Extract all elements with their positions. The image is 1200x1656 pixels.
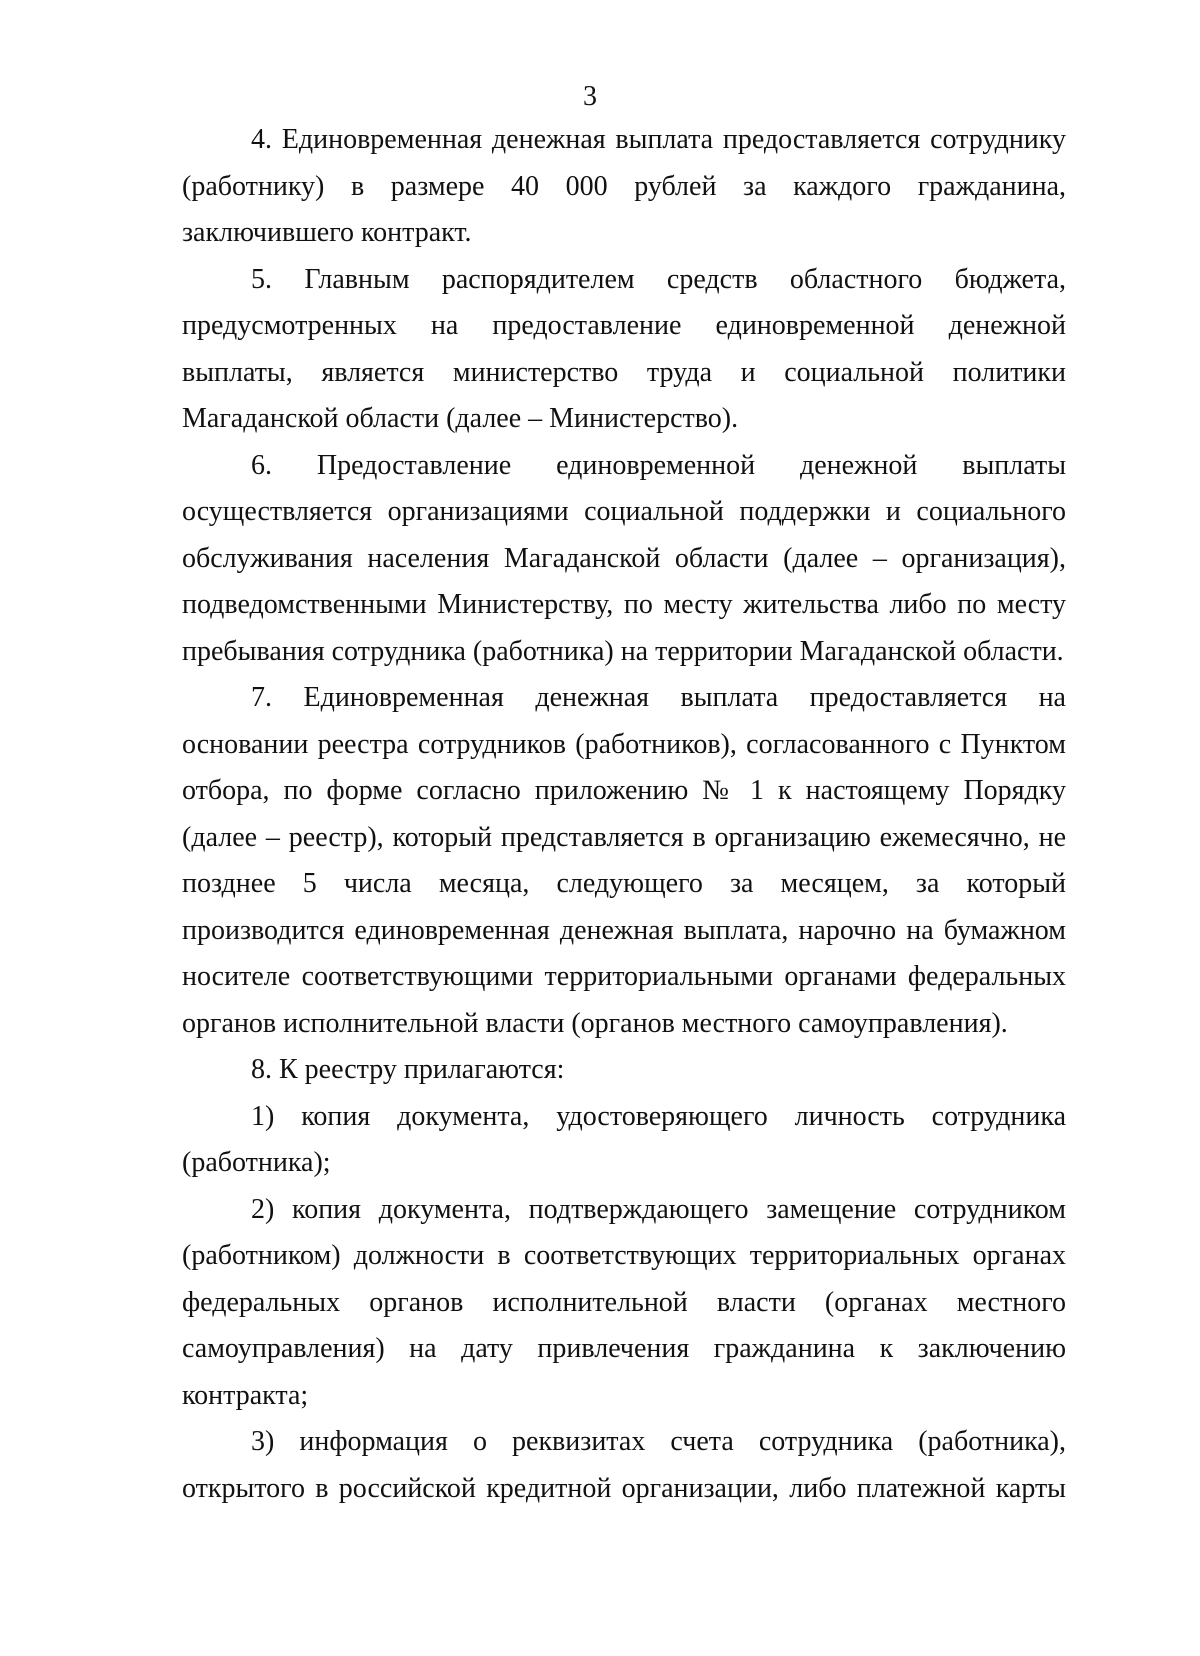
paragraph-5: 5. Главным распорядителем средств областного бюджета, предусмотренных на предоставление единовременной денежной выплаты, является министерство труда и социальной политики Магаданской области (далее – Министерство). — [182, 263, 1066, 434]
list-item-2: 2) копия документа, подтверждающего замещение сотрудником (работником) должности в соответствующих территориальных органах федеральных органов исполнительной власти (органах местного самоуправления) на дату привлечения гражданина к заключению контракта; — [182, 1193, 1066, 1411]
list-item-1: 1) копия документа, удостоверяющего личность сотрудника (работника); — [182, 1100, 1066, 1178]
document-body — [182, 117, 1066, 1512]
list-item-3: 3) информация о реквизитах счета сотрудника (работника), открытого в российской кредитной организации, либо платежной карты — [182, 1426, 1066, 1504]
paragraph-8: 8. К реестру прилагаются: — [251, 1054, 565, 1085]
paragraph-4: 4. Единовременная денежная выплата предоставляется сотруднику (работнику) в размере 40 000 рублей за каждого гражданина, заключившего контракт. — [182, 124, 1066, 248]
paragraph-6: 6. Предоставление единовременной денежной выплаты осуществляется организациями социальной поддержки и социального обслуживания населения Магаданской области (далее – организация), подведомственными Министерству, по месту жительства либо по месту пребывания сотрудника (работника) на территории Магаданской области. — [182, 449, 1066, 667]
paragraph-7: 7. Единовременная денежная выплата предоставляется на основании реестра сотрудников (работников), согласованного с Пунктом отбора, по форме согласно приложению № 1 к настоящему Порядку (далее – реестр), который представляется в организацию ежемесячно, не позднее 5 числа месяца, следующего за месяцем, за который производится единовременная денежная выплата, нарочно на бумажном носителе соответствующими территориальными органами федеральных органов исполнительной власти (органов местного самоуправления). — [182, 682, 1066, 1039]
page-number: 3 — [583, 81, 597, 112]
